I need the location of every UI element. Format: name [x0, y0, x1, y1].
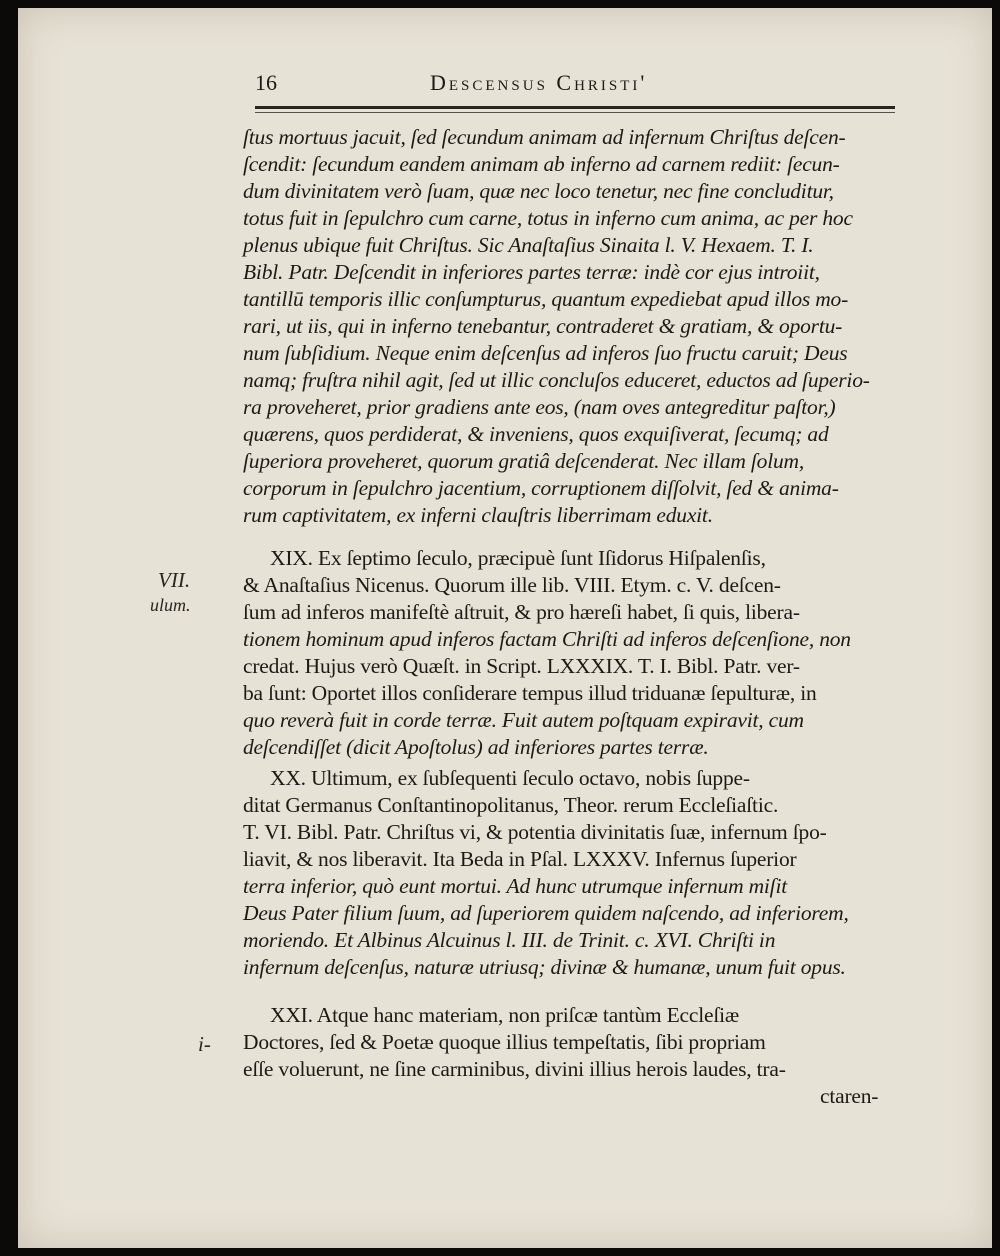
text-line: terra inferior, quò eunt mortui. Ad hunc utrumque infernum miſit	[243, 874, 787, 898]
text-line: dum divinitatem verò ſuam, quæ nec loco tenetur, nec fine concluditur,	[243, 179, 834, 203]
margin-note-century: VII.	[158, 568, 191, 592]
header-rule-thin	[255, 112, 895, 113]
text-line: T. VI. Bibl. Patr. Chriſtus vi, & potentia divinitatis ſuæ, infernum ſpo-	[243, 820, 827, 844]
text-line: ſcendit: ſecundum eandem animam ab inferno ad carnem rediit: ſecun-	[243, 152, 840, 176]
text-line: ba ſunt: Oportet illos conſiderare tempus illud triduanæ ſepulturæ, in	[243, 681, 817, 705]
text-line: totus fuit in ſepulchro cum carne, totus in inferno cum anima, ac per hoc	[243, 206, 853, 230]
text-line: corporum in ſepulchro jacentium, corruptionem diſſolvit, ſed & anima-	[243, 476, 839, 500]
text-line: tionem hominum apud inferos factam Chriſti ad inferos deſcenſione, non	[243, 627, 851, 651]
text-line: deſcendiſſet (dicit Apoſtolus) ad inferiores partes terræ.	[243, 735, 709, 759]
text-line: ſum ad inferos manifeſtè aſtruit, & pro hæreſi habet, ſi quis, libera-	[243, 600, 800, 624]
text-line: Deus Pater filium ſuum, ad ſuperiorem quidem naſcendo, ad inferiorem,	[243, 901, 849, 925]
margin-note-fragment: i-	[198, 1032, 211, 1056]
text-line: moriendo. Et Albinus Alcuinus l. III. de Trinit. c. XVI. Chriſti in	[243, 928, 776, 952]
text-line: tantillū temporis illic conſumpturus, quantum expediebat apud illos mo-	[243, 287, 849, 311]
text-line: Doctores, ſed & Poetæ quoque illius tempeſtatis, ſibi propriam	[243, 1030, 766, 1054]
running-head: Descensus Christi'	[430, 70, 648, 95]
text-line: ra proveheret, prior gradiens ante eos, (nam oves antegreditur paſtor,)	[243, 395, 836, 419]
text-line: liavit, & nos liberavit. Ita Beda in Pſal. LXXXV. Infernus ſuperior	[243, 847, 797, 871]
text-line: quo reverà fuit in corde terræ. Fuit autem poſtquam expiravit, cum	[243, 708, 804, 732]
text-line: ditat Germanus Conſtantinopolitanus, Theor. rerum Eccleſiaſtic.	[243, 793, 779, 817]
text-line: ſuperiora proveheret, quorum gratiâ deſcenderat. Nec illam ſolum,	[243, 449, 805, 473]
text-line: credat. Hujus verò Quæſt. in Script. LXXXIX. T. I. Bibl. Patr. ver-	[243, 654, 800, 678]
paragraph-start-xx: XX. Ultimum, ex ſubſequenti ſeculo octavo, nobis ſuppe-	[270, 766, 750, 790]
text-line: eſſe voluerunt, ne ſine carminibus, divini illius herois laudes, tra-	[243, 1057, 786, 1081]
text-line: infernum deſcenſus, naturæ utriusq; divinæ & humanæ, unum fuit opus.	[243, 955, 846, 979]
text-line: namq; fruſtra nihil agit, ſed ut illic concluſos educeret, eductos ad ſuperio-	[243, 368, 870, 392]
text-line: quærens, quos perdiderat, & inveniens, quos exquiſiverat, ſecumq; ad	[243, 422, 829, 446]
catchword: ctaren-	[820, 1084, 879, 1108]
text-line: num ſubſidium. Neque enim deſcenſus ad inferos ſuo fructu caruit; Deus	[243, 341, 848, 365]
text-line: rum captivitatem, ex inferni clauſtris liberrimam eduxit.	[243, 503, 713, 527]
text-line: plenus ubique fuit Chriſtus. Sic Anaſtaſius Sinaita l. V. Hexaem. T. I.	[243, 233, 814, 257]
text-line: rari, ut iis, qui in inferno tenebantur, contraderet & gratiam, & oportu-	[243, 314, 843, 338]
page-header	[255, 70, 895, 100]
paragraph-start-xxi: XXI. Atque hanc materiam, non priſcæ tantùm Eccleſiæ	[270, 1003, 740, 1027]
paragraph-start-xix: XIX. Ex ſeptimo ſeculo, præcipuè ſunt Iſidorus Hiſpalenſis,	[270, 546, 766, 570]
text-line: Bibl. Patr. Deſcendit in inferiores partes terræ: indè cor ejus introiit,	[243, 260, 820, 284]
margin-note-seculum: ulum.	[150, 595, 191, 615]
page-number: 16	[255, 70, 277, 95]
text-line: & Anaſtaſius Nicenus. Quorum ille lib. VIII. Etym. c. V. deſcen-	[243, 573, 781, 597]
header-rule	[255, 106, 895, 109]
text-line: ſtus mortuus jacuit, ſed ſecundum animam ad infernum Chriſtus deſcen-	[243, 125, 846, 149]
